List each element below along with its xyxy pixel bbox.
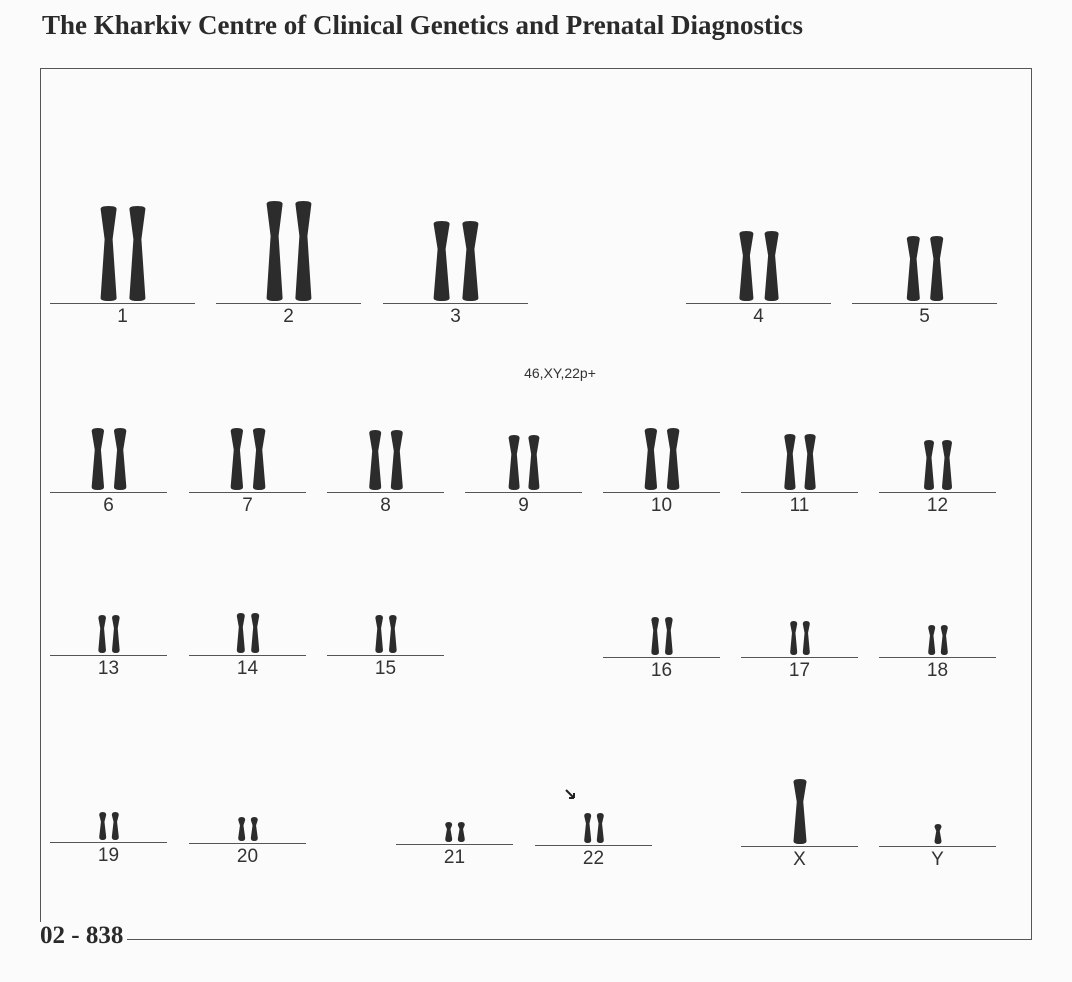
chromosome-label: 7 xyxy=(242,495,253,516)
chromatid-shape xyxy=(230,428,242,490)
chromosome-pair xyxy=(327,430,444,517)
chromosome-label: X xyxy=(793,849,806,870)
chromosome-label: 18 xyxy=(926,660,949,681)
baseline xyxy=(189,655,306,656)
baseline xyxy=(50,842,167,843)
chromosome-pair xyxy=(686,231,831,328)
chromatid-shape xyxy=(457,822,464,842)
baseline xyxy=(189,843,306,844)
chromosome-image xyxy=(765,621,835,655)
chromosome-label: 12 xyxy=(926,495,949,516)
chromatid-shape xyxy=(251,613,259,653)
chromosome-pair xyxy=(50,812,167,867)
chromosome-pair xyxy=(741,779,858,871)
baseline xyxy=(879,492,996,493)
chromosome-label: 2 xyxy=(283,306,294,327)
chromosome-image xyxy=(903,625,973,655)
chromatid-shape xyxy=(250,817,257,841)
chromatid-shape xyxy=(924,440,934,490)
chromatid-shape xyxy=(369,430,381,490)
baseline xyxy=(50,492,167,493)
chromosome-image xyxy=(903,440,973,490)
baseline xyxy=(686,303,831,304)
chromosome-image xyxy=(627,428,697,490)
chromosome-pair xyxy=(383,221,528,328)
chromosome-image xyxy=(74,428,144,490)
chromosome-pair xyxy=(741,621,858,682)
chromatid-shape xyxy=(390,430,402,490)
chromosome-label: 22 xyxy=(582,848,605,869)
baseline xyxy=(50,303,195,304)
chromatid-shape xyxy=(100,206,116,301)
chromatid-shape xyxy=(508,435,519,490)
chromosome-image xyxy=(890,236,960,301)
baseline xyxy=(189,492,306,493)
baseline xyxy=(741,846,858,847)
chromatid-shape xyxy=(940,625,947,655)
chromosome-image xyxy=(254,201,324,301)
baseline xyxy=(535,845,652,846)
chromatid-shape xyxy=(295,201,311,301)
baseline xyxy=(327,492,444,493)
chromatid-shape xyxy=(928,625,935,655)
chromosome-label: 4 xyxy=(753,306,764,327)
chromatid-shape xyxy=(802,621,809,655)
chromatid-shape xyxy=(784,434,795,490)
chromosome-pair xyxy=(879,625,996,682)
chromosome-image xyxy=(724,231,794,301)
chromatid-shape xyxy=(238,817,245,841)
chromatid-shape xyxy=(91,428,103,490)
chromosome-pair xyxy=(50,428,167,517)
chromosome-image xyxy=(627,617,697,655)
chromosome-label: 21 xyxy=(443,847,466,868)
chromatid-shape xyxy=(462,221,478,301)
chromosome-image xyxy=(213,428,283,490)
baseline xyxy=(741,492,858,493)
baseline xyxy=(50,655,167,656)
chromatid-shape xyxy=(98,615,106,653)
chromosome-pair xyxy=(741,434,858,517)
chromosome-image xyxy=(903,824,973,844)
chromosome-image xyxy=(74,812,144,840)
chromatid-shape xyxy=(764,231,778,301)
chromosome-image xyxy=(351,615,421,653)
baseline xyxy=(465,492,582,493)
chromatid-shape xyxy=(584,813,591,843)
chromatid-shape xyxy=(596,813,603,843)
chromatid-shape xyxy=(433,221,449,301)
chromosome-label: Y xyxy=(931,849,944,870)
chromatid-shape xyxy=(739,231,753,301)
chromosome-image xyxy=(351,430,421,490)
chromosome-label: 1 xyxy=(117,306,128,327)
chromatid-shape xyxy=(236,613,244,653)
baseline xyxy=(741,657,858,658)
chromosome-label: 9 xyxy=(518,495,529,516)
chromosome-image xyxy=(489,435,559,490)
chromatid-shape xyxy=(252,428,264,490)
chromosome-label: 14 xyxy=(236,658,259,679)
chromosome-label: 17 xyxy=(788,660,811,681)
chromosome-pair xyxy=(216,201,361,328)
chromosome-pair xyxy=(189,613,306,680)
baseline xyxy=(383,303,528,304)
chromosome-label: 3 xyxy=(450,306,461,327)
chromosome-label: 11 xyxy=(789,495,810,516)
baseline xyxy=(879,657,996,658)
chromosome-pair xyxy=(396,822,513,869)
chromatid-shape xyxy=(930,236,943,301)
chromosome-image xyxy=(420,822,490,842)
chromatid-shape xyxy=(389,615,397,653)
chromatid-shape xyxy=(113,428,125,490)
baseline xyxy=(216,303,361,304)
chromosome-label: 13 xyxy=(97,658,120,679)
chromatid-shape xyxy=(906,236,919,301)
chromatid-shape xyxy=(942,440,952,490)
chromatid-shape xyxy=(528,435,539,490)
karyotype-formula: 46,XY,22p+ xyxy=(524,365,596,381)
chromosome-pair xyxy=(852,236,997,328)
chromatid-shape xyxy=(793,779,806,844)
baseline xyxy=(327,655,444,656)
baseline xyxy=(603,657,720,658)
chromatid-shape xyxy=(266,201,282,301)
chromatid-shape xyxy=(99,812,106,840)
chromosome-image xyxy=(88,206,158,301)
chromosome-label: 15 xyxy=(374,658,397,679)
chromosome-pair xyxy=(879,440,996,517)
chromosome-image xyxy=(213,817,283,841)
chromatid-shape xyxy=(129,206,145,301)
chromosome-label: 8 xyxy=(380,495,391,516)
chromatid-shape xyxy=(934,824,941,844)
chromatid-shape xyxy=(112,615,120,653)
chromosome-pair xyxy=(879,824,996,871)
chromosome-pair xyxy=(327,615,444,680)
chromatid-shape xyxy=(651,617,659,655)
chromatid-shape xyxy=(804,434,815,490)
chromosome-image xyxy=(559,813,629,843)
chromosome-label: 10 xyxy=(650,495,673,516)
chromosome-image xyxy=(765,434,835,490)
chromosome-pair xyxy=(535,813,652,870)
chromatid-shape xyxy=(665,617,673,655)
chromosome-label: 20 xyxy=(236,846,259,867)
chromatid-shape xyxy=(111,812,118,840)
chromosome-image xyxy=(765,779,835,844)
chromosome-pair xyxy=(603,428,720,517)
chromosome-pair xyxy=(465,435,582,517)
chromosome-pair xyxy=(50,206,195,328)
case-id: 02 - 838 xyxy=(40,922,127,950)
chromosome-label: 5 xyxy=(919,306,930,327)
chromatid-shape xyxy=(790,621,797,655)
arrow-marker-icon xyxy=(565,789,577,801)
chromosome-label: 6 xyxy=(103,495,114,516)
chromosome-image xyxy=(74,615,144,653)
chromosome-pair xyxy=(50,615,167,680)
baseline xyxy=(396,844,513,845)
baseline xyxy=(603,492,720,493)
chromosome-pair xyxy=(189,428,306,517)
baseline xyxy=(879,846,996,847)
page-title: The Kharkiv Centre of Clinical Genetics and Prenatal Diagnostics xyxy=(42,10,803,40)
chromatid-shape xyxy=(644,428,656,490)
chromatid-shape xyxy=(375,615,383,653)
chromosome-label: 16 xyxy=(650,660,673,681)
chromosome-pair xyxy=(603,617,720,682)
chromosome-image xyxy=(213,613,283,653)
chromosome-pair xyxy=(189,817,306,868)
baseline xyxy=(852,303,997,304)
chromosome-label: 19 xyxy=(97,845,120,866)
chromatid-shape xyxy=(666,428,678,490)
chromosome-image xyxy=(421,221,491,301)
chromatid-shape xyxy=(445,822,452,842)
